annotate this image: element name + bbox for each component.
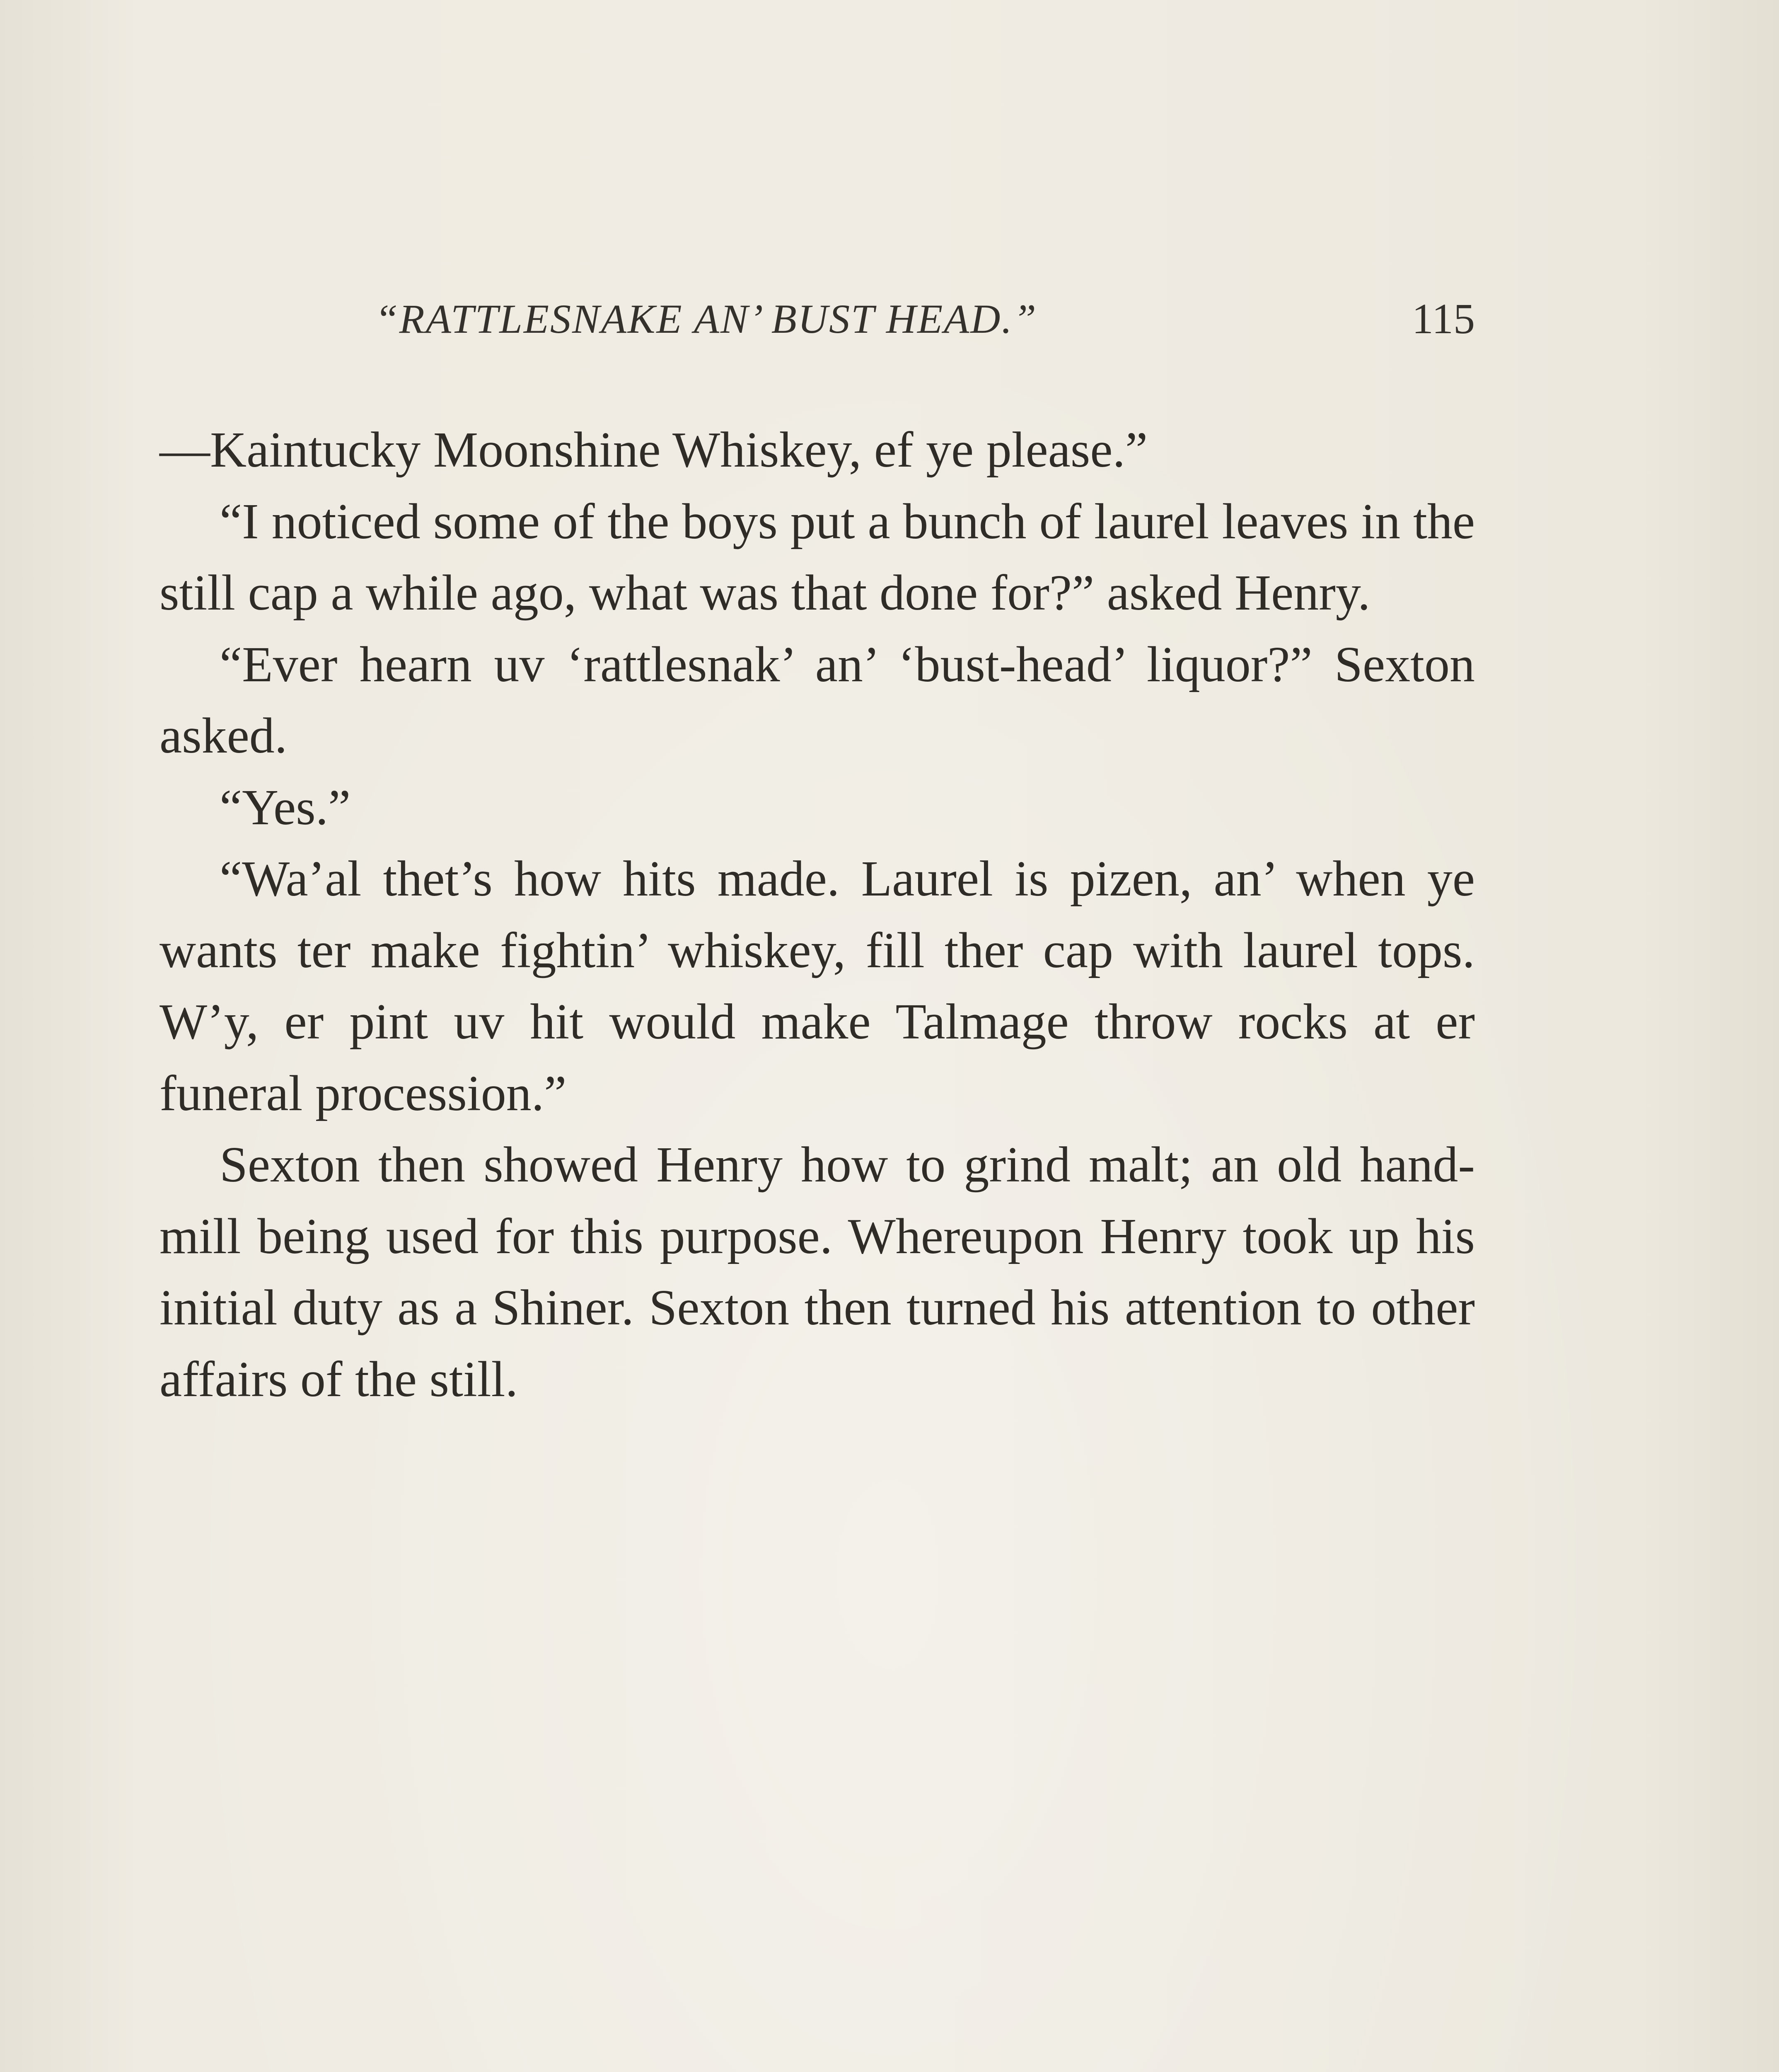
paragraph: “Yes.” (220, 779, 351, 835)
page-number: 115 (1412, 295, 1475, 343)
paragraph: “Wa’al thet’s how hits made. Laurel is pizen, an’ when ye wants ter make fightin’ whiskey, fill ther cap with laurel tops. W’y, er pint uv hit would make Talmage throw rocks at er funeral procession.” (160, 851, 1475, 1121)
body-text (160, 414, 1475, 1415)
paragraph: Sexton then showed Henry how to grind malt; an old hand-mill being used for this purpose. Whereupon Henry took up his initial duty as a Shiner. Sexton then turned his attention to other affairs of the still. (160, 1137, 1475, 1407)
paragraph-continuation: —Kaintucky Moonshine Whiskey, ef ye please.” (160, 422, 1148, 478)
paragraph: “Ever hearn uv ‘rattlesnak’ an’ ‘bust-head’ liquor?” Sexton asked. (160, 636, 1475, 764)
paragraph: “I noticed some of the boys put a bunch of laurel leaves in the still cap a while ago, what was that done for?” asked Henry. (160, 493, 1475, 621)
running-title: “RATTLESNAKE AN’ BUST HEAD.” (375, 296, 1038, 342)
page-header (160, 290, 1475, 348)
